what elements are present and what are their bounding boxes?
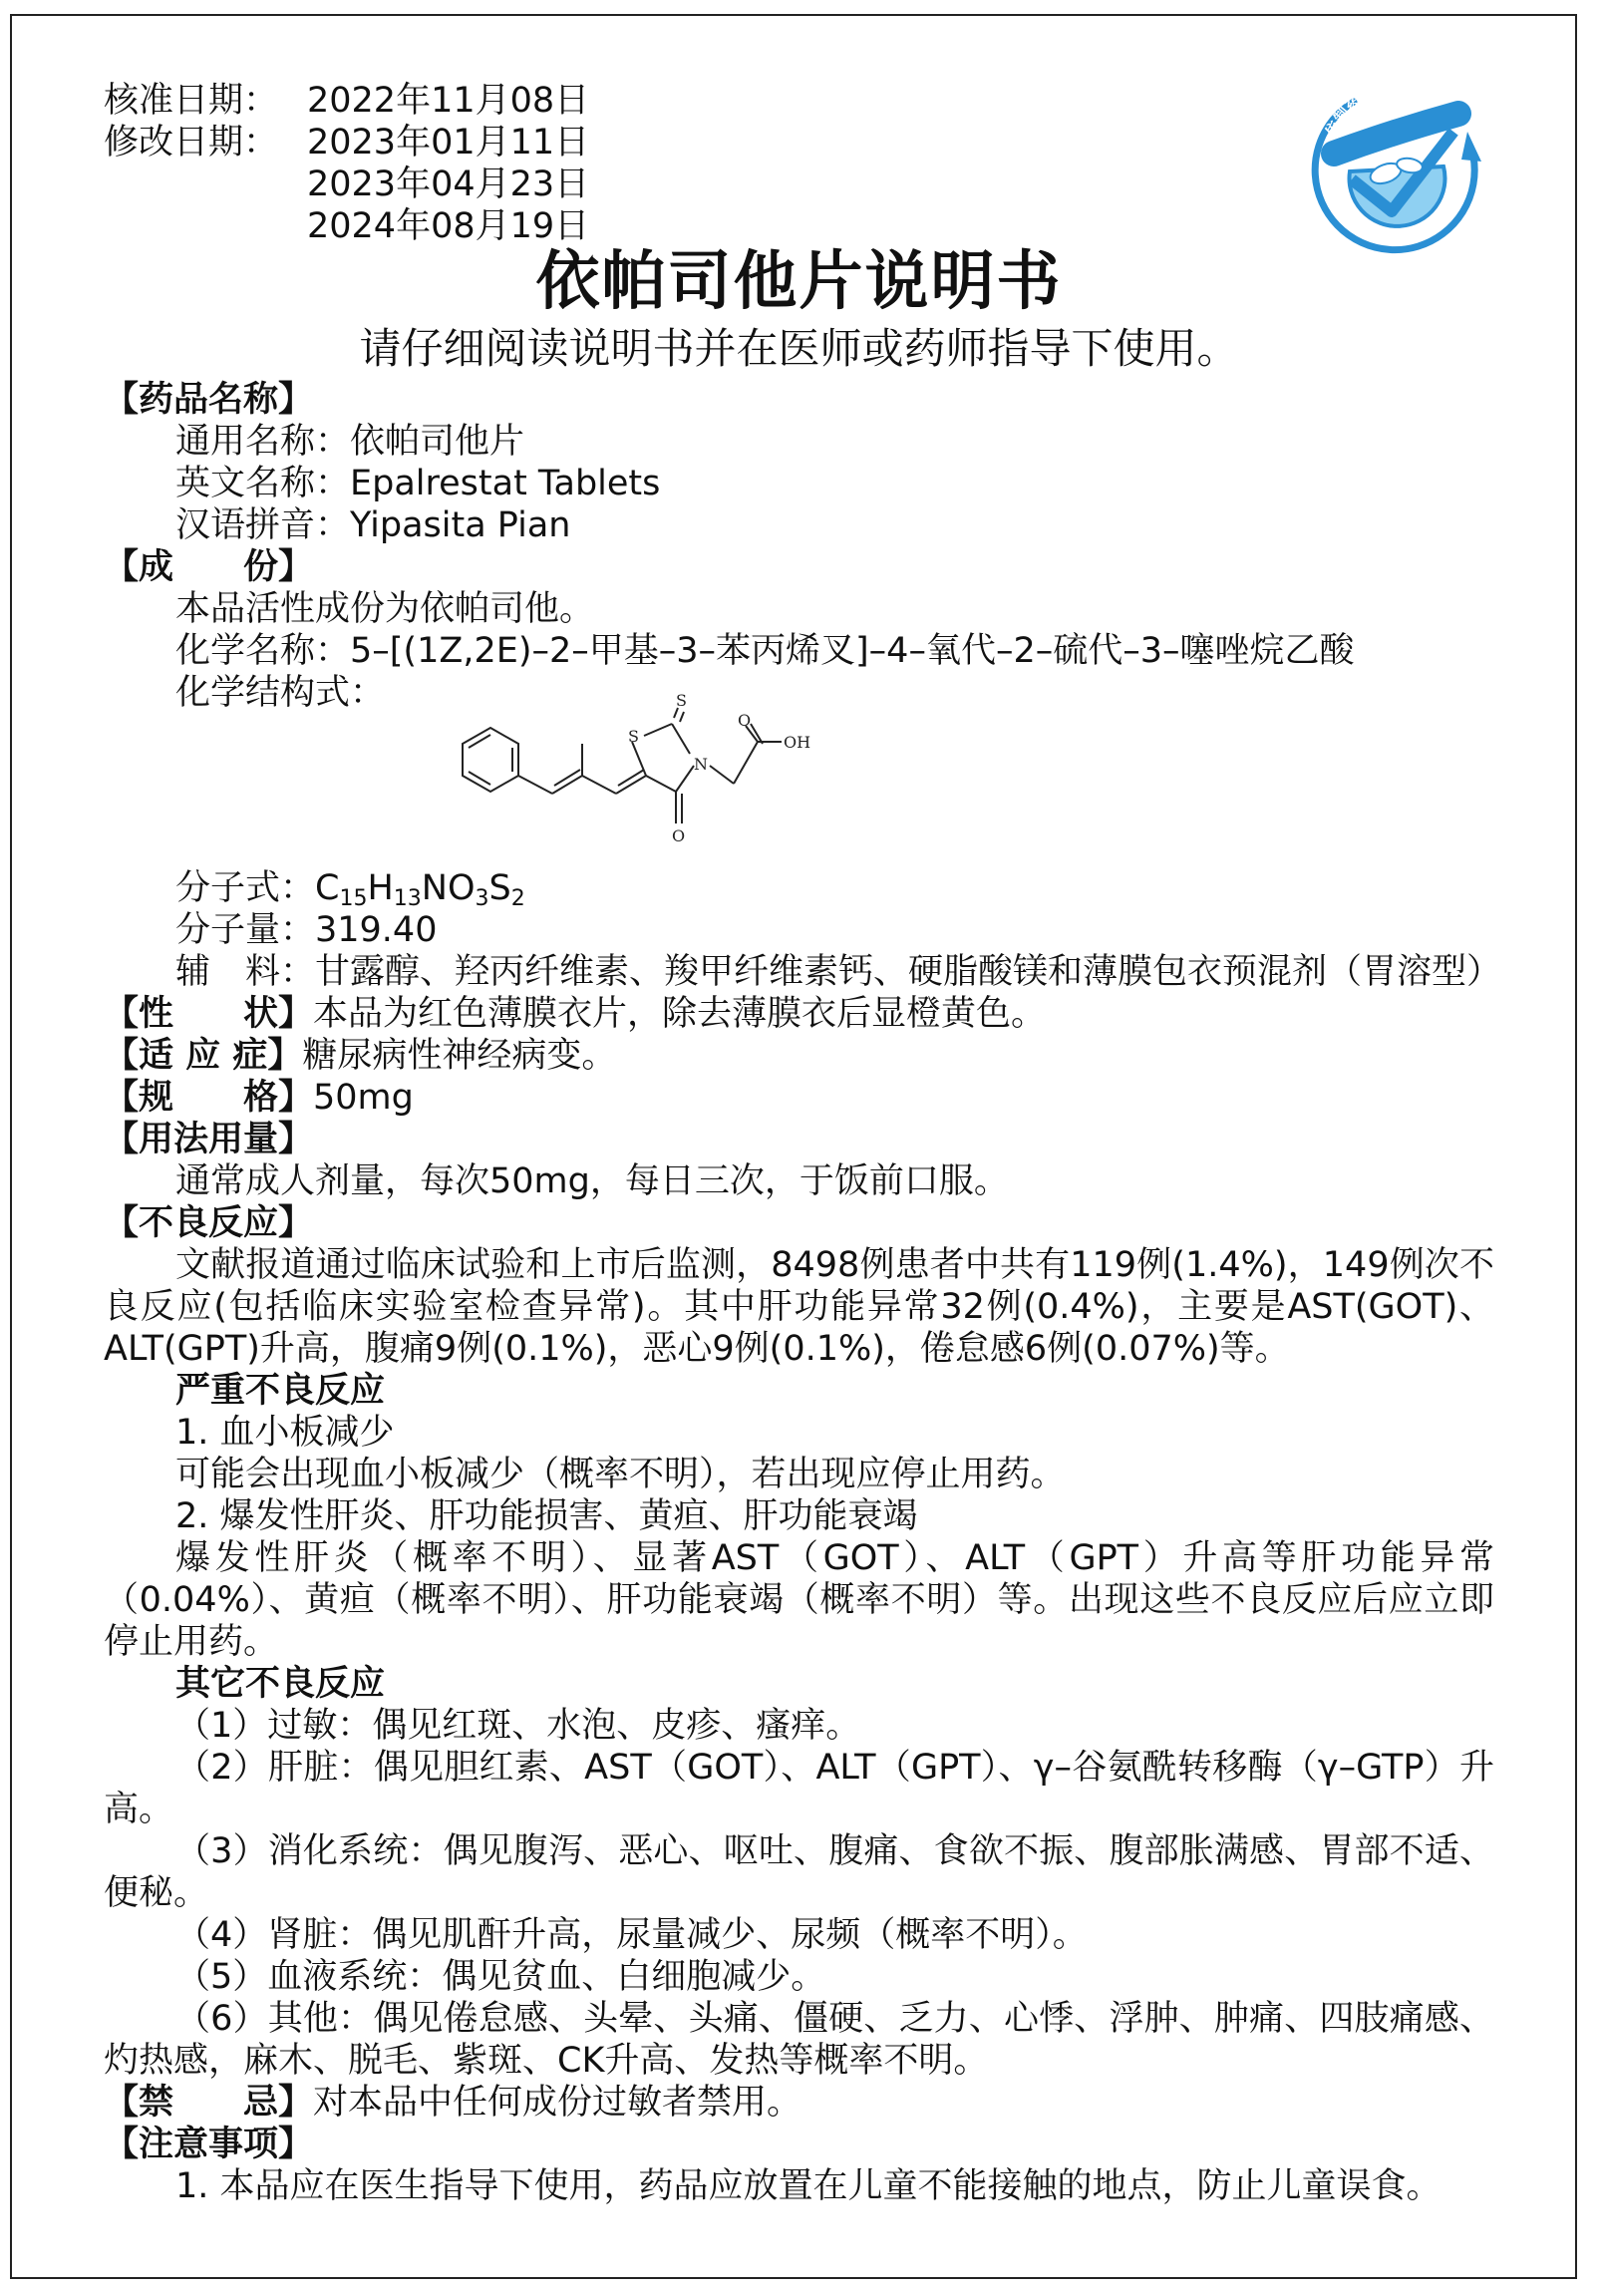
formula-s: S [488,868,511,908]
section-header-contra: 【禁 忌】 [104,2083,314,2123]
document-title: 依帕司他片说明书 [535,245,1063,319]
molecular-weight: 分子量：319.40 [175,910,438,950]
date-block [104,80,1494,247]
serious-item-1-title: 1. 血小板减少 [175,1413,395,1453]
date-label [104,164,307,205]
logo-text: 仿制药一致性评价 [1322,80,1441,140]
other-item-1: （1）过敏：偶见红斑、水泡、皮疹、瘙痒。 [175,1706,861,1746]
other-item-2: （2）肝脏：偶见胆红素、AST（GOT）、ALT（GPT）、γ–谷氨酰转移酶（γ–GTP）升高。 [104,1748,1494,1829]
date-label [104,205,307,247]
revision-date-row [104,122,1494,164]
date-value: 2023年04月23日 [307,164,590,204]
section-header-name: 【药品名称】 [104,380,314,420]
section-header-precautions: 【注意事项】 [104,2125,314,2164]
indication-text: 糖尿病性神经病变。 [302,1036,617,1076]
section-header-appearance: 【性 状】 [104,994,314,1034]
generic-name: 通用名称：依帕司他片 [175,422,525,462]
other-item-3: （3）消化系统：偶见腹泻、恶心、呕吐、腹痛、食欲不振、腹部胀满感、胃部不适、便秘。 [104,1831,1494,1913]
revision-date-row [104,164,1494,205]
other-item-6: （6）其他：偶见倦怠感、头晕、头痛、僵硬、乏力、心悸、浮肿、肿痛、四肢痛感、灼热感，麻木、脱毛、紫斑、CK升高、发热等概率不明。 [104,1999,1494,2081]
section-header-adverse: 【不良反应】 [104,1203,314,1243]
atom-s-thione: S [676,691,687,710]
date-label: 核准日期： [104,81,279,121]
section-header-indication: 【适 应 症】 [104,1036,303,1076]
active-ingredient: 本品活性成份为依帕司他。 [175,589,595,629]
other-item-5: （5）血液系统：偶见贫血、白细胞减少。 [175,1957,826,1997]
date-value: 2023年01月11日 [307,123,590,163]
other-adverse-title: 其它不良反应 [175,1664,386,1704]
formula-o-count: 3 [475,886,489,911]
english-name: 英文名称：Epalrestat Tablets [175,464,661,503]
formula-h: H [367,868,394,908]
spec-text: 50mg [313,1078,414,1118]
approval-date-row [104,80,1494,122]
structure-label: 化学结构式： [175,673,386,713]
formula-no: NO [421,868,476,908]
pinyin-name: 汉语拼音：Yipasita Pian [175,505,571,545]
contra-row [104,2082,1494,2124]
adverse-intro: 文献报道通过临床试验和上市后监测，8498例患者中共有119例(1.4%)，149例次不良反应(包括临床实验室检查异常)。其中肝功能异常32例(0.4%)，主要是AST(GOT)、ALT(GPT)升高，腹痛9例(0.1%)，恶心9例(0.1%)，倦怠感6例(0.07%)等。 [104,1245,1494,1369]
section-header-dosage: 【用法用量】 [104,1120,314,1159]
precaution-item-1: 1. 本品应在医生指导下使用，药品应放置在儿童不能接触的地点，防止儿童误食。 [175,2166,1442,2206]
formula-h-count: 13 [393,886,422,911]
spec-row [104,1077,1494,1119]
formula-c-count: 15 [339,886,368,911]
other-item-4: （4）肾脏：偶见肌酐升高，尿量减少、尿频（概率不明）。 [175,1915,1088,1955]
appearance-row [104,993,1494,1035]
atom-oh: OH [784,733,811,752]
contra-text: 对本品中任何成份过敏者禁用。 [313,2083,802,2123]
chemical-structure [433,691,821,863]
atom-o-carbonyl: O [738,711,752,730]
indication-row [104,1035,1494,1077]
section-header-composition: 【成 份】 [104,547,314,587]
formula-label: 分子式： [175,868,316,908]
formula-s-count: 2 [510,886,525,911]
excipients: 辅 料：甘露醇、羟丙纤维素、羧甲纤维素钙、硬脂酸镁和薄膜包衣预混剂（胃溶型） [175,952,1502,992]
date-value: 2022年11月08日 [307,81,590,121]
document-subtitle: 请仔细阅读说明书并在医师或药师指导下使用。 [359,324,1239,373]
appearance-text: 本品为红色薄膜衣片，除去薄膜衣后显橙黄色。 [313,994,1047,1034]
date-label: 修改日期： [104,123,279,163]
chemical-name: 化学名称：5–[(1Z,2E)–2–甲基–3–苯丙烯叉]–4–氧代–2–硫代–3–噻唑烷乙酸 [175,631,1355,671]
atom-s-ring: S [628,727,639,746]
serious-item-2-title: 2. 爆发性肝炎、肝功能损害、黄疸、肝功能衰竭 [175,1496,918,1536]
formula-c: C [315,868,340,908]
molecular-formula [104,867,1494,909]
leaflet-content [104,80,1502,2207]
serious-item-2-text: 爆发性肝炎（概率不明）、显著AST（GOT）、ALT（GPT）升高等肝功能异常（0.04%）、黄疸（概率不明）、肝功能衰竭（概率不明）等。出现这些不良反应后应立即停止用药。 [104,1538,1494,1662]
atom-o-ketone: O [672,826,686,845]
serious-item-1-text: 可能会出现血小板减少（概率不明），若出现应停止用药。 [175,1455,1066,1494]
serious-adverse-title: 严重不良反应 [175,1371,386,1411]
dosage-text: 通常成人剂量，每次50mg，每日三次，于饭前口服。 [175,1161,1009,1201]
atom-n-ring: N [694,755,708,774]
section-header-spec: 【规 格】 [104,1078,314,1118]
date-value: 2024年08月19日 [307,206,590,246]
